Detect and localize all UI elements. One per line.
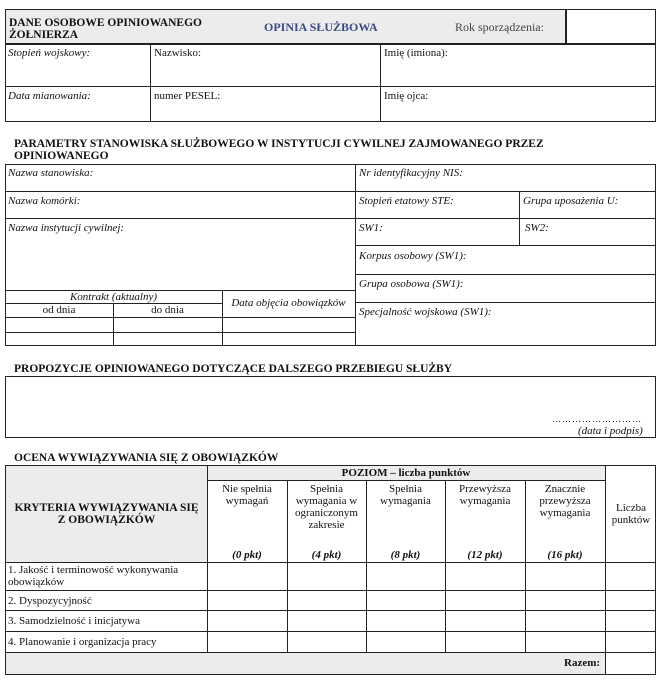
personnel-group-label: Grupa osobowa (SW1):: [359, 278, 464, 290]
rank-label: Stopień wojskowy:: [8, 47, 91, 59]
specialty-label: Specjalność wojskowa (SW1):: [359, 306, 492, 318]
criterion-2: 2. Dyspozycyjność: [8, 595, 92, 607]
unit-name-label: Nazwa komórki:: [8, 195, 81, 207]
total-label: Razem:: [564, 657, 601, 669]
sw2-label: SW2:: [525, 222, 549, 234]
first-names-label: Imię (imiona):: [384, 47, 448, 59]
criterion-3: 3. Samodzielność i inicjatywa: [8, 615, 140, 627]
level-pts-2: (8 pkt): [390, 549, 421, 561]
proposals-section-title: PROPOZYCJE OPINIOWANEGO DOTYCZĄCE DALSZEGO PRZEBIEGU SŁUŻBY: [14, 363, 453, 375]
level-label-4: Znacznie przewyższa wymagania: [539, 483, 591, 519]
from-date-label: od dnia: [42, 304, 76, 316]
pesel-label: numer PESEL:: [154, 90, 221, 102]
institution-name-label: Nazwa instytucji cywilnej:: [8, 222, 125, 234]
appointment-date-label: Data mianowania:: [8, 90, 91, 102]
pay-group-label: Grupa uposażenia U:: [523, 195, 619, 207]
position-section-title: PARAMETRY STANOWISKA SŁUŻBOWEGO W INSTYTUCJI CYWILNEJ ZAJMOWANEGO PRZEZ OPINIOWANEGO: [14, 138, 544, 162]
date-sign-label: (data i podpis): [578, 425, 643, 437]
ste-rank-label: Stopień etatowy STE:: [359, 195, 454, 207]
proposals-box[interactable]: [5, 376, 656, 438]
sw1-label: SW1:: [359, 222, 383, 234]
position-name-label: Nazwa stanowiska:: [8, 167, 94, 179]
personal-data-title: DANE OSOBOWE OPINIOWANEGO ŻOŁNIERZA: [9, 17, 202, 41]
corps-label: Korpus osobowy (SW1):: [359, 250, 467, 262]
criterion-1: 1. Jakość i terminowość wykonywania obowiązków: [8, 564, 179, 588]
duty-date-label: Data objęcia obowiązków: [231, 297, 346, 309]
doc-title: OPINIA SŁUŻBOWA: [264, 20, 378, 34]
nis-id-label: Nr identyfikacyjny NIS:: [359, 167, 463, 179]
surname-label: Nazwisko:: [154, 47, 202, 59]
assessment-section-title: OCENA WYWIĄZYWANIA SIĘ Z OBOWIĄZKÓW: [14, 452, 279, 464]
contract-label: Kontrakt (aktualny): [69, 291, 158, 303]
year-field[interactable]: [566, 9, 656, 44]
level-pts-4: (16 pkt): [547, 549, 583, 561]
criterion-4: 4. Planowanie i organizacja pracy: [8, 636, 157, 648]
criteria-header: KRYTERIA WYWIĄZYWANIA SIĘ Z OBOWIĄZKÓW: [14, 502, 199, 526]
level-label-0: Nie spełnia wymagań: [222, 483, 272, 507]
points-header: Liczba punktów: [611, 502, 651, 526]
signature-dots: ………………………: [552, 414, 642, 424]
level-label-1: Spełnia wymagania w ograniczonym zakresie: [295, 483, 358, 531]
level-pts-1: (4 pkt): [311, 549, 342, 561]
father-name-label: Imię ojca:: [384, 90, 429, 102]
level-label-3: Przewyższa wymagania: [459, 483, 511, 507]
level-header: POZIOM – liczba punktów: [341, 467, 471, 479]
year-label: Rok sporządzenia:: [455, 20, 544, 34]
personal-data-table: [5, 44, 656, 122]
level-pts-0: (0 pkt): [232, 549, 262, 561]
to-date-label: do dnia: [151, 304, 184, 316]
level-pts-3: (12 pkt): [467, 549, 503, 561]
level-label-2: Spełnia wymagania: [380, 483, 431, 507]
